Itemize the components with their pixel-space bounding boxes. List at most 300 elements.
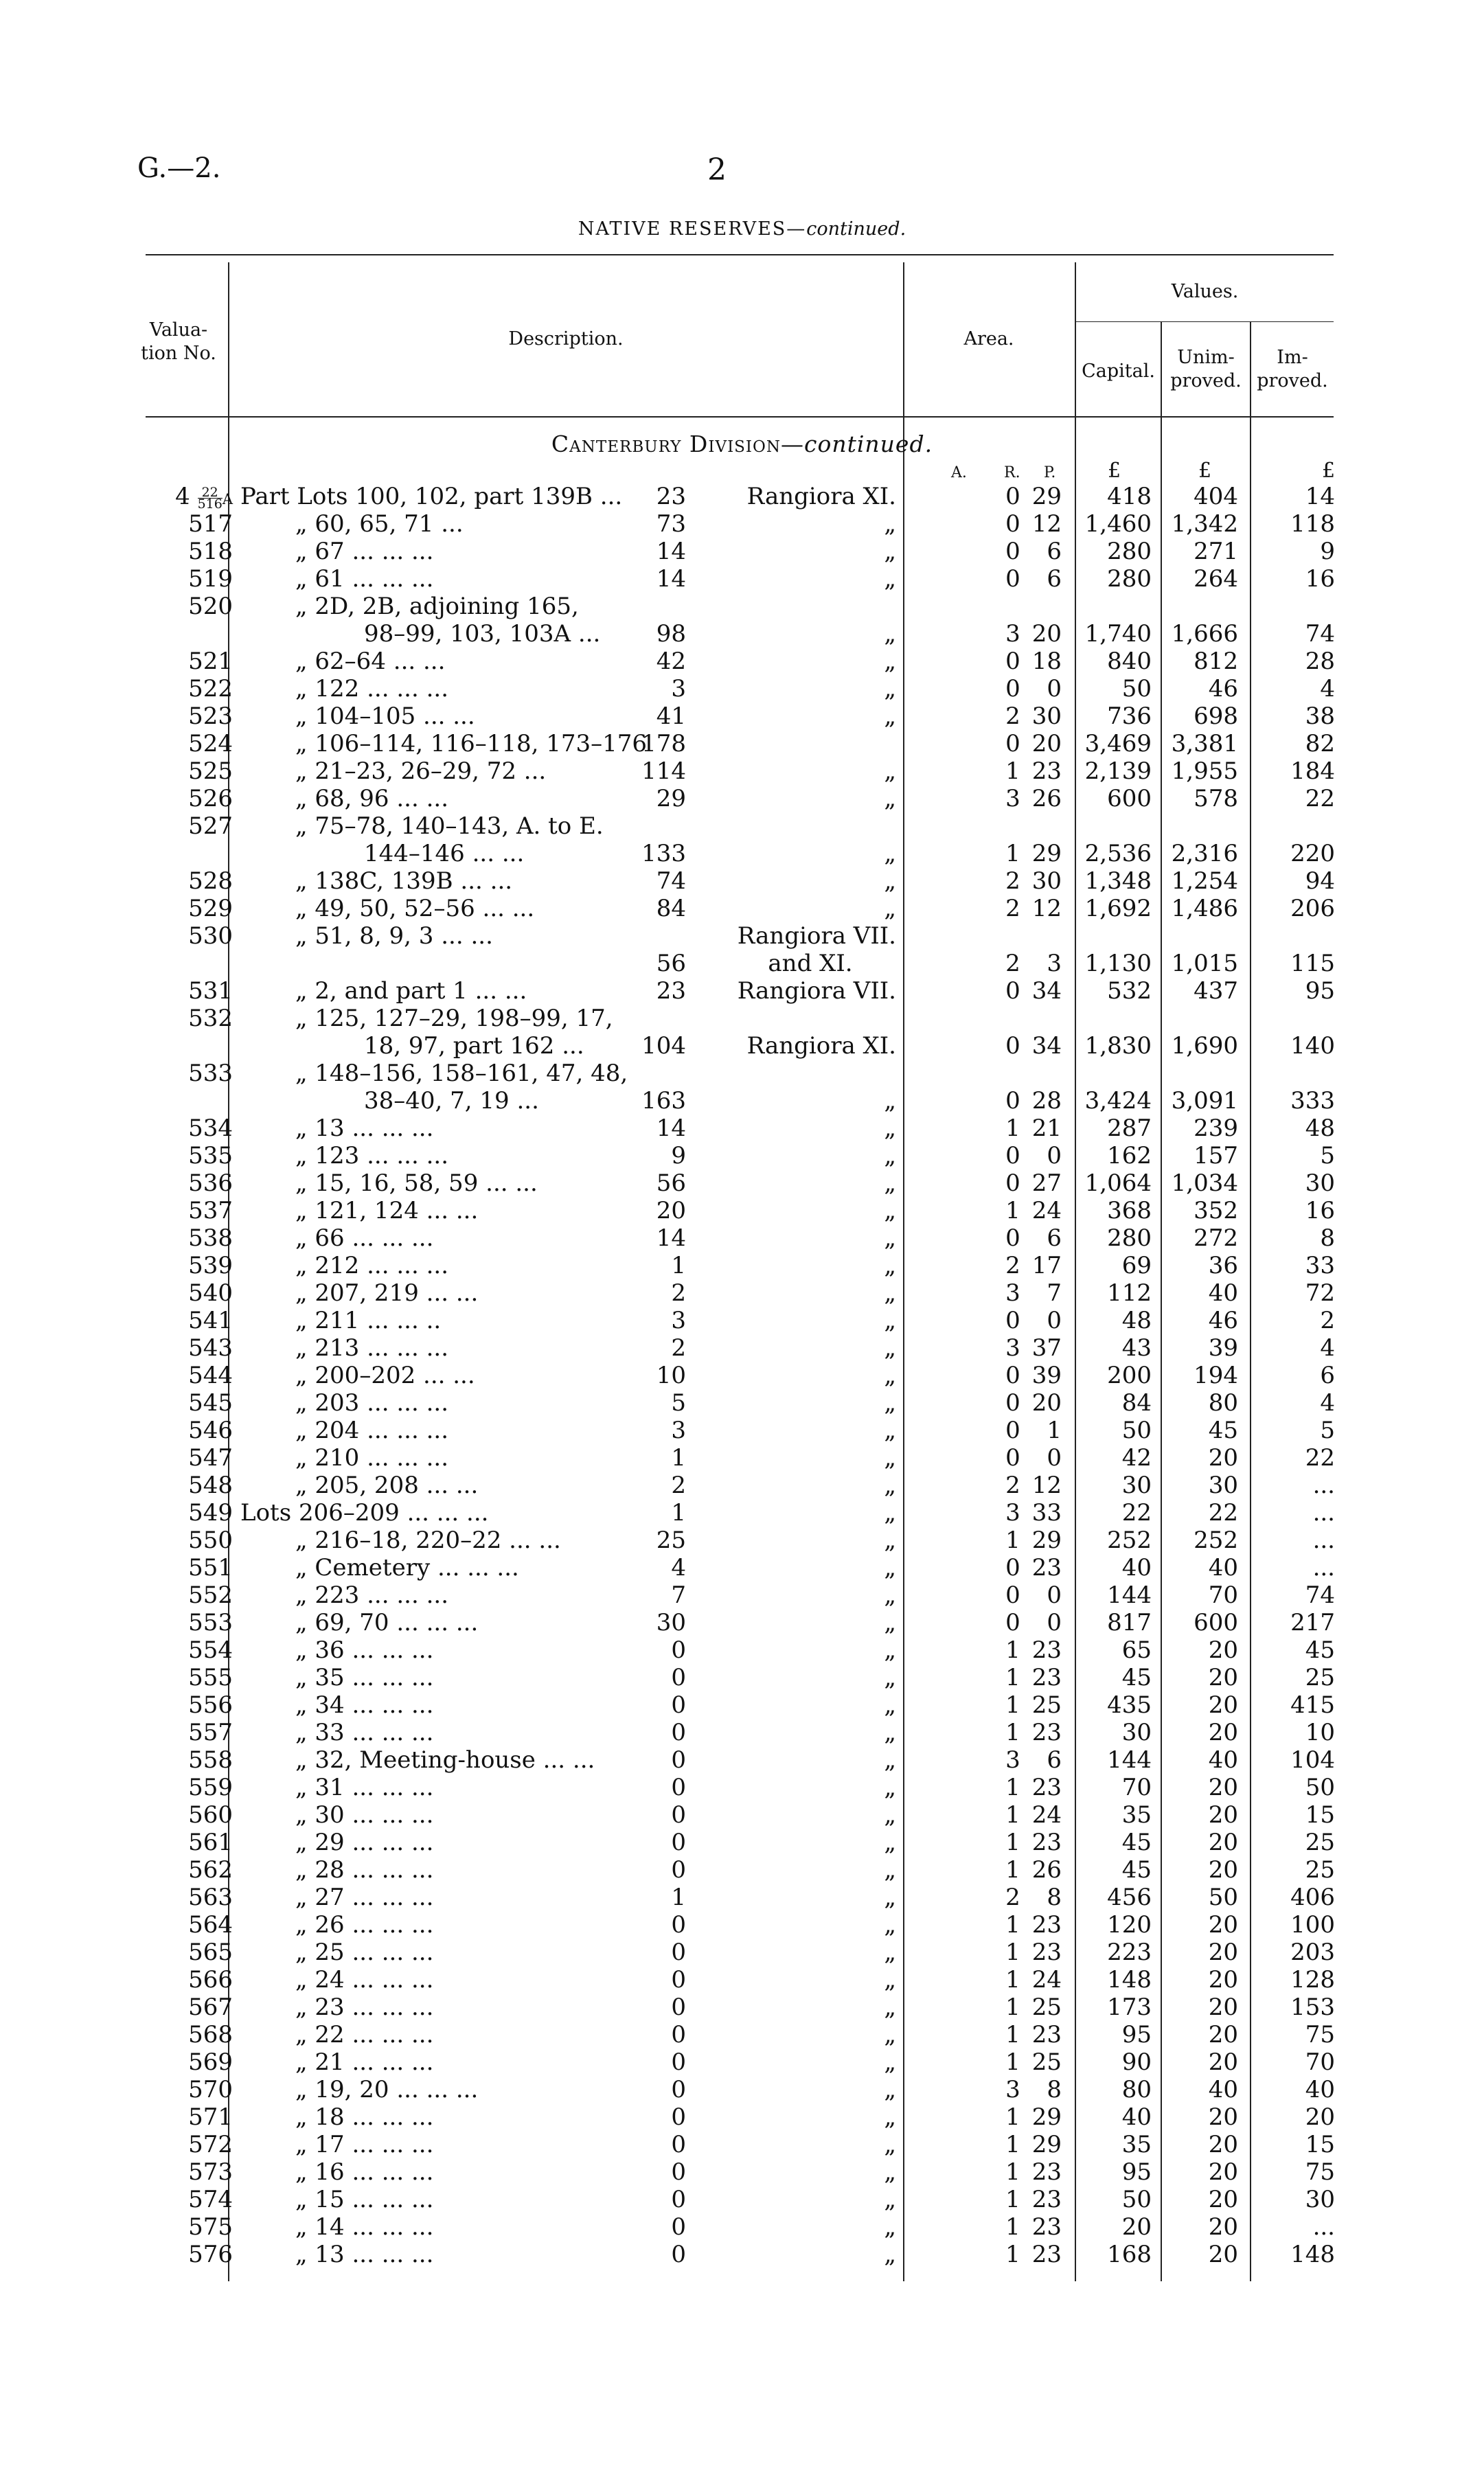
cell-unim: 157: [1194, 1142, 1238, 1169]
cell-unim: 404: [1194, 483, 1238, 510]
table-row: [0, 538, 1484, 565]
cell-desc: „ 60, 65, 71 ...: [295, 510, 464, 538]
table-row: [0, 675, 1484, 703]
cell-desc: „ 212 ... ... ...: [295, 1252, 449, 1279]
cell-no: 558: [188, 1746, 233, 1774]
cell-loc: Rangiora VII.: [737, 977, 896, 1005]
cell-r: 0: [1005, 1087, 1020, 1115]
cell-imp: 104: [1290, 1746, 1335, 1774]
cell-r: 1: [1005, 1911, 1020, 1939]
table-row: [0, 483, 1484, 510]
cell-r: 1: [1005, 1994, 1020, 2021]
cell-a: 42: [656, 648, 686, 675]
cell-a: 178: [641, 730, 686, 757]
table-row: [0, 2241, 1484, 2268]
cell-a: 3: [671, 1417, 686, 1444]
cell-a: 14: [656, 565, 686, 593]
cell-loc: „: [884, 1829, 896, 1856]
cell-a: 5: [671, 1389, 686, 1417]
cell-cap: 48: [1121, 1307, 1152, 1334]
cell-no: 525: [188, 757, 233, 785]
cell-loc: Rangiora XI.: [746, 483, 896, 510]
cell-p: 1: [1047, 1417, 1062, 1444]
cell-p: 23: [1031, 2186, 1062, 2213]
cell-unim: 1,690: [1171, 1032, 1238, 1060]
cell-r: 0: [1005, 1032, 1020, 1060]
table-row: [0, 895, 1484, 922]
cell-cap: 435: [1107, 1691, 1152, 1719]
cell-cap: 173: [1107, 1994, 1152, 2021]
cell-p: 29: [1031, 840, 1062, 867]
cell-p: 34: [1031, 1032, 1062, 1060]
cell-imp: 30: [1305, 1169, 1335, 1197]
cell-cap: 40: [1121, 1554, 1152, 1582]
cell-unim: 20: [1208, 1691, 1238, 1719]
cell-p: 23: [1031, 1664, 1062, 1691]
cell-r: 0: [1005, 648, 1020, 675]
cell-imp: 415: [1290, 1691, 1335, 1719]
cell-desc: „ 138C, 139B ... ...: [295, 867, 513, 895]
section-title-continued: continued.: [803, 431, 933, 457]
cell-a: 4: [671, 1554, 686, 1582]
cell-r: 0: [1005, 1169, 1020, 1197]
cell-a: 114: [641, 757, 686, 785]
cell-loc: „: [884, 675, 896, 703]
cell-cap: 35: [1121, 1801, 1152, 1829]
cell-imp: 70: [1305, 2048, 1335, 2076]
cell-imp: ...: [1312, 1527, 1335, 1554]
table-row: [0, 1636, 1484, 1664]
cell-loc: „: [884, 1691, 896, 1719]
cell-no: 528: [188, 867, 233, 895]
cell-r: 1: [1005, 757, 1020, 785]
cell-desc: „ 33 ... ... ...: [295, 1719, 434, 1746]
cell-p: 25: [1031, 1994, 1062, 2021]
cell-desc: „ 35 ... ... ...: [295, 1664, 434, 1691]
cell-p: 8: [1047, 1884, 1062, 1911]
cell-cap: 1,830: [1084, 1032, 1152, 1060]
cell-loc: „: [884, 2103, 896, 2131]
cell-a: 0: [671, 1801, 686, 1829]
cell-no: 553: [188, 1609, 233, 1636]
cell-imp: 38: [1305, 703, 1335, 730]
cell-loc: „: [884, 1334, 896, 1362]
cell-a: 1: [671, 1444, 686, 1472]
cell-a: 0: [671, 2158, 686, 2186]
table-row: [0, 1060, 1484, 1115]
table-row: [0, 1884, 1484, 1911]
table-row: [0, 2048, 1484, 2076]
cell-cap: 30: [1121, 1719, 1152, 1746]
cell-no: 552: [188, 1582, 233, 1609]
cell-no: 550: [188, 1527, 233, 1554]
cell-r: 1: [1005, 2241, 1020, 2268]
cell-desc: „ 123 ... ... ...: [295, 1142, 449, 1169]
header-capital: Capital.: [1082, 361, 1155, 382]
cell-desc: „ 16 ... ... ...: [295, 2158, 434, 2186]
cell-r: 1: [1005, 2103, 1020, 2131]
cell-a: 23: [656, 977, 686, 1005]
cell-no: 565: [188, 1939, 233, 1966]
table-row: [0, 2131, 1484, 2158]
cell-desc: „ 2, and part 1 ... ...: [295, 977, 527, 1005]
cell-cap: 43: [1121, 1334, 1152, 1362]
cell-cap: 280: [1107, 538, 1152, 565]
cell-loc: „: [884, 1389, 896, 1417]
cell-desc: „ 13 ... ... ...: [295, 2241, 434, 2268]
cell-no: 523: [188, 703, 233, 730]
cell-unim: 20: [1208, 2186, 1238, 2213]
unit-roods: R.: [1004, 464, 1020, 481]
cell-r: 1: [1005, 1774, 1020, 1801]
cell-loc: „: [884, 1911, 896, 1939]
cell-a: 3: [671, 1307, 686, 1334]
cell-a: 3: [671, 675, 686, 703]
cell-unim: 50: [1208, 1884, 1238, 1911]
cell-r: 0: [1005, 1362, 1020, 1389]
cell-no: 574: [188, 2186, 233, 2213]
cell-r: 1: [1005, 1527, 1020, 1554]
cell-cap: 3,469: [1084, 730, 1152, 757]
page-title: [0, 218, 1484, 240]
cell-desc: „ 216–18, 220–22 ... ...: [295, 1527, 561, 1554]
cell-p: 30: [1031, 867, 1062, 895]
table-row: [0, 1719, 1484, 1746]
cell-a: 7: [671, 1582, 686, 1609]
cell-imp: 72: [1305, 1279, 1335, 1307]
cell-r: 3: [1005, 620, 1020, 648]
table-row: [0, 1856, 1484, 1884]
cell-p: 30: [1031, 703, 1062, 730]
cell-p: 23: [1031, 1719, 1062, 1746]
cell-loc: „: [884, 757, 896, 785]
cell-loc: „: [884, 2213, 896, 2241]
cell-unim: 20: [1208, 1829, 1238, 1856]
cell-loc: „: [884, 1801, 896, 1829]
cell-desc: „ 207, 219 ... ...: [295, 1279, 479, 1307]
cell-cap: 168: [1107, 2241, 1152, 2268]
cell-p: 7: [1047, 1279, 1062, 1307]
cell-p: 33: [1031, 1499, 1062, 1527]
cell-loc: „: [884, 1774, 896, 1801]
cell-r: 0: [1005, 675, 1020, 703]
cell-desc2: 38–40, 7, 19 ...: [364, 1087, 539, 1115]
cell-cap: 80: [1121, 2076, 1152, 2103]
cell-imp: 115: [1290, 950, 1335, 977]
cell-cap: 50: [1121, 1417, 1152, 1444]
cell-cap: 1,460: [1084, 510, 1152, 538]
page-title-continued: continued.: [806, 218, 906, 240]
cell-imp: 16: [1305, 565, 1335, 593]
cell-desc: „ 25 ... ... ...: [295, 1939, 434, 1966]
cell-unim: 20: [1208, 1719, 1238, 1746]
cell-imp: 74: [1305, 1582, 1335, 1609]
cell-r: 2: [1005, 1252, 1020, 1279]
cell-r: 1: [1005, 1829, 1020, 1856]
cell-r: 1: [1005, 1691, 1020, 1719]
cell-p: 24: [1031, 1801, 1062, 1829]
cell-imp: 100: [1290, 1911, 1335, 1939]
table-row: [0, 1279, 1484, 1307]
cell-imp: 4: [1320, 1334, 1335, 1362]
cell-no: 557: [188, 1719, 233, 1746]
cell-loc: Rangiora VII.: [737, 922, 896, 950]
cell-imp: 140: [1290, 1032, 1335, 1060]
cell-imp: 6: [1320, 1362, 1335, 1389]
cell-no: 562: [188, 1856, 233, 1884]
cell-a: 73: [656, 510, 686, 538]
cell-r: 1: [1005, 2131, 1020, 2158]
cell-desc: „ 15 ... ... ...: [295, 2186, 434, 2213]
cell-loc: „: [884, 1115, 896, 1142]
cell-r: 1: [1005, 1719, 1020, 1746]
cell-desc: „ 32, Meeting-house ... ...: [295, 1746, 595, 1774]
cell-r: 0: [1005, 977, 1020, 1005]
cell-r: 2: [1005, 703, 1020, 730]
table-row: [0, 703, 1484, 730]
cell-no: 533: [188, 1060, 233, 1087]
table-row: [0, 1939, 1484, 1966]
cell-desc: „ 122 ... ... ...: [295, 675, 449, 703]
cell-imp: 8: [1320, 1224, 1335, 1252]
cell-a: 1: [671, 1499, 686, 1527]
cell-p: 23: [1031, 2021, 1062, 2048]
cell-unim: 20: [1208, 2103, 1238, 2131]
table-row: [0, 1362, 1484, 1389]
cell-no: 530: [188, 922, 233, 950]
values-under-rule: [1075, 321, 1334, 322]
cell-desc: „ Cemetery ... ... ...: [295, 1554, 519, 1582]
cell-loc: „: [884, 2131, 896, 2158]
cell-r: 0: [1005, 1609, 1020, 1636]
cell-a: 1: [671, 1252, 686, 1279]
cell-loc: „: [884, 1252, 896, 1279]
table-row: [0, 1829, 1484, 1856]
cell-cap: 22: [1121, 1499, 1152, 1527]
cell-p: 20: [1031, 730, 1062, 757]
header-top-rule: [146, 254, 1334, 255]
table-row: [0, 1582, 1484, 1609]
cell-cap: 736: [1107, 703, 1152, 730]
cell-a: 0: [671, 1636, 686, 1664]
cell-cap: 148: [1107, 1966, 1152, 1994]
cell-no: 537: [188, 1197, 233, 1224]
cell-p: 6: [1047, 1224, 1062, 1252]
table-row: [0, 867, 1484, 895]
cell-a: 1: [671, 1884, 686, 1911]
cell-imp: 15: [1305, 1801, 1335, 1829]
table-row: [0, 730, 1484, 757]
cell-no: 531: [188, 977, 233, 1005]
cell-p: 0: [1047, 1582, 1062, 1609]
cell-loc: „: [884, 565, 896, 593]
cell-unim: 1,254: [1171, 867, 1238, 895]
cell-no: 544: [188, 1362, 233, 1389]
cell-loc: „: [884, 1499, 896, 1527]
cell-desc: „ 2D, 2B, adjoining 165,: [295, 593, 579, 620]
cell-unim: 3,091: [1171, 1087, 1238, 1115]
table-row: [0, 1609, 1484, 1636]
table-row: [0, 2021, 1484, 2048]
cell-a: 14: [656, 1115, 686, 1142]
cell-p: 37: [1031, 1334, 1062, 1362]
table-row: [0, 2186, 1484, 2213]
cell-cap: 45: [1121, 1829, 1152, 1856]
document-id: G.—2.: [137, 152, 221, 184]
cell-no: 543: [188, 1334, 233, 1362]
cell-imp: 5: [1320, 1142, 1335, 1169]
cell-r: 1: [1005, 1664, 1020, 1691]
cell-unim: 264: [1194, 565, 1238, 593]
cell-r: 0: [1005, 730, 1020, 757]
cell-loc: „: [884, 867, 896, 895]
cell-no: 534: [188, 1115, 233, 1142]
cell-loc: „: [884, 1966, 896, 1994]
cell-desc: „ 24 ... ... ...: [295, 1966, 434, 1994]
cell-unim: 20: [1208, 2021, 1238, 2048]
cell-cap: 418: [1107, 483, 1152, 510]
cell-p: 0: [1047, 675, 1062, 703]
cell-imp: 25: [1305, 1664, 1335, 1691]
cell-desc: „ 14 ... ... ...: [295, 2213, 434, 2241]
cell-desc: „ 106–114, 116–118, 173–176: [295, 730, 648, 757]
cell-imp: 217: [1290, 1609, 1335, 1636]
cell-desc2: 18, 97, part 162 ...: [364, 1032, 584, 1060]
cell-no: 541: [188, 1307, 233, 1334]
cell-desc: „ 66 ... ... ...: [295, 1224, 434, 1252]
cell-loc: „: [884, 1746, 896, 1774]
cell-imp: 4: [1320, 675, 1335, 703]
cell-imp: 184: [1290, 757, 1335, 785]
cell-desc: „ 21–23, 26–29, 72 ...: [295, 757, 547, 785]
cell-unim: 20: [1208, 2241, 1238, 2268]
cell-unim: 1,486: [1171, 895, 1238, 922]
cell-imp: 4: [1320, 1389, 1335, 1417]
table-row: [0, 1417, 1484, 1444]
table-row: [0, 785, 1484, 812]
cell-no: 556: [188, 1691, 233, 1719]
cell-imp: 148: [1290, 2241, 1335, 2268]
cell-a: 14: [656, 1224, 686, 1252]
cell-unim: 40: [1208, 1746, 1238, 1774]
cell-a: 2: [671, 1334, 686, 1362]
cell-imp: 25: [1305, 1856, 1335, 1884]
cell-imp: 128: [1290, 1966, 1335, 1994]
cell-unim: 437: [1194, 977, 1238, 1005]
cell-no: 570: [188, 2076, 233, 2103]
header-valuation-no: Valua- tion No.: [141, 319, 216, 364]
table-row: [0, 1197, 1484, 1224]
table-row: [0, 648, 1484, 675]
cell-cap: 1,692: [1084, 895, 1152, 922]
cell-cap: 1,740: [1084, 620, 1152, 648]
cell-p: 0: [1047, 1307, 1062, 1334]
cell-cap: 95: [1121, 2021, 1152, 2048]
cell-imp: 48: [1305, 1115, 1335, 1142]
cell-loc: „: [884, 1719, 896, 1746]
cell-no: 560: [188, 1801, 233, 1829]
cell-unim: 22: [1208, 1499, 1238, 1527]
cell-desc: „ 210 ... ... ...: [295, 1444, 449, 1472]
table-row: [0, 1389, 1484, 1417]
cell-p: 39: [1031, 1362, 1062, 1389]
cell-cap: 20: [1121, 2213, 1152, 2241]
cell-r: 2: [1005, 950, 1020, 977]
cell-cap: 1,348: [1084, 867, 1152, 895]
cell-no: 522: [188, 675, 233, 703]
cell-r: 3: [1005, 1499, 1020, 1527]
cell-desc: „ 67 ... ... ...: [295, 538, 434, 565]
table-row: [0, 1664, 1484, 1691]
cell-unim: 40: [1208, 1554, 1238, 1582]
cell-unim: 1,034: [1171, 1169, 1238, 1197]
cell-p: 29: [1031, 1527, 1062, 1554]
table-row: [0, 1801, 1484, 1829]
cell-cap: 45: [1121, 1856, 1152, 1884]
cell-imp: 203: [1290, 1939, 1335, 1966]
cell-desc: „ 18 ... ... ...: [295, 2103, 434, 2131]
cell-imp: 118: [1290, 510, 1335, 538]
cell-loc: „: [884, 1609, 896, 1636]
cell-a: 104: [641, 1032, 686, 1060]
cell-desc: „ 13 ... ... ...: [295, 1115, 434, 1142]
cell-a: 0: [671, 1691, 686, 1719]
cell-p: 23: [1031, 1829, 1062, 1856]
cell-r: 0: [1005, 1389, 1020, 1417]
cell-desc: „ 21 ... ... ...: [295, 2048, 434, 2076]
cell-cap: 1,064: [1084, 1169, 1152, 1197]
cell-unim: 1,015: [1171, 950, 1238, 977]
cell-a: 0: [671, 1664, 686, 1691]
cell-loc: „: [884, 895, 896, 922]
table-row: [0, 1252, 1484, 1279]
cell-loc: „: [884, 840, 896, 867]
cell-no: 559: [188, 1774, 233, 1801]
cell-desc: „ 36 ... ... ...: [295, 1636, 434, 1664]
cell-r: 1: [1005, 840, 1020, 867]
table-row: [0, 922, 1484, 977]
cell-r: 1: [1005, 2186, 1020, 2213]
cell-loc: „: [884, 2186, 896, 2213]
cell-desc: „ 204 ... ... ...: [295, 1417, 449, 1444]
cell-p: 23: [1031, 2241, 1062, 2268]
cell-no: 572: [188, 2131, 233, 2158]
cell-r: 0: [1005, 1417, 1020, 1444]
table-row: [0, 2103, 1484, 2131]
cell-imp: 220: [1290, 840, 1335, 867]
cell-imp: 206: [1290, 895, 1335, 922]
header-unimproved: Unim- proved.: [1170, 347, 1242, 391]
cell-unim: 2,316: [1171, 840, 1238, 867]
cell-no: 571: [188, 2103, 233, 2131]
cell-r: 0: [1005, 1582, 1020, 1609]
cell-unim: 1,955: [1171, 757, 1238, 785]
cell-desc: „ 22 ... ... ...: [295, 2021, 434, 2048]
cell-p: 29: [1031, 483, 1062, 510]
cell-cap: 112: [1107, 1279, 1152, 1307]
unit-unimproved: £: [1198, 459, 1212, 483]
cell-a: 84: [656, 895, 686, 922]
cell-a: 74: [656, 867, 686, 895]
cell-no: 524: [188, 730, 233, 757]
cell-loc: „: [884, 1472, 896, 1499]
cell-cap: 2,139: [1084, 757, 1152, 785]
cell-a: 0: [671, 2048, 686, 2076]
cell-r: 1: [1005, 2021, 1020, 2048]
cell-cap: 280: [1107, 1224, 1152, 1252]
cell-r: 3: [1005, 2076, 1020, 2103]
cell-unim: 194: [1194, 1362, 1238, 1389]
